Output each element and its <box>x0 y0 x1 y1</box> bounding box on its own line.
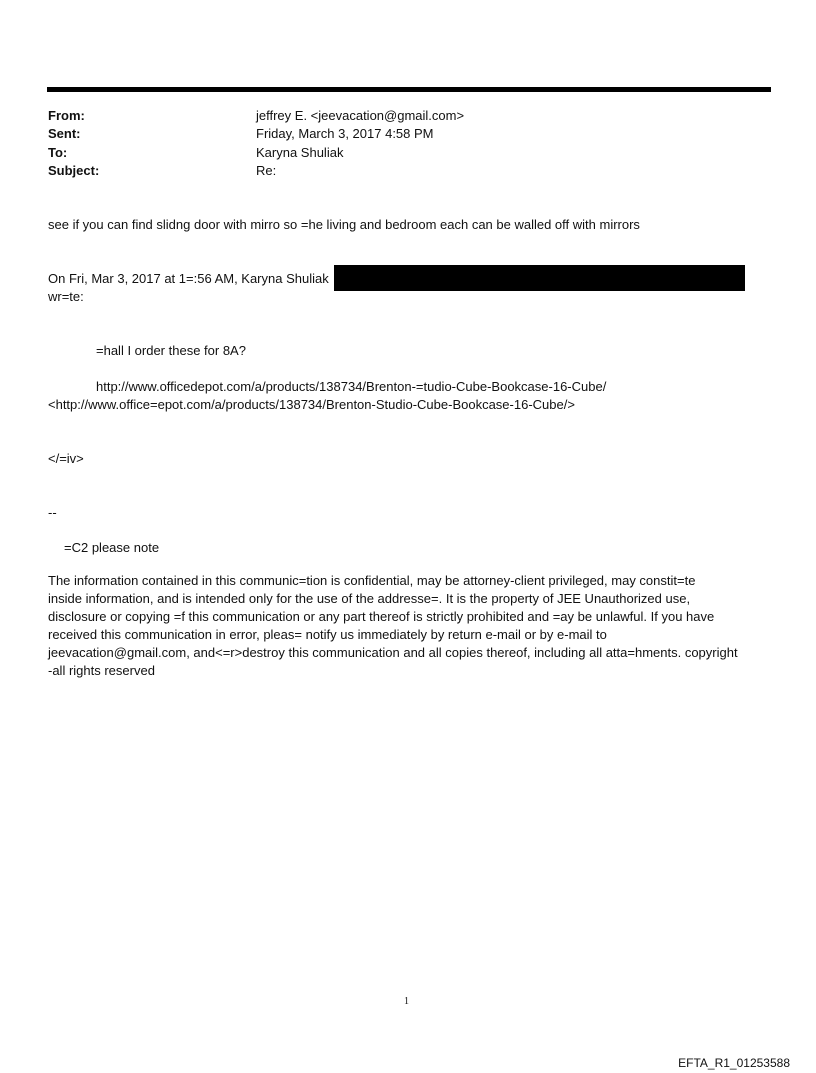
quote-intro: On Fri, Mar 3, 2017 at 1=:56 AM, Karyna Shuliak <box>48 271 329 286</box>
doc-id: EFTA_R1_01253588 <box>678 1056 790 1070</box>
to-label: To: <box>48 145 68 160</box>
from-label: From: <box>48 108 85 123</box>
subject-value: Re: <box>256 163 277 178</box>
message-body: see if you can find slidng door with mirro so =he living and bedroom each can be walled off with mirrors <box>48 217 640 232</box>
sent-value: Friday, March 3, 2017 4:58 PM <box>256 126 434 141</box>
to-value: Karyna Shuliak <box>256 145 344 160</box>
quoted-question: =hall I order these for 8A? <box>96 343 246 358</box>
sent-label: Sent: <box>48 126 81 141</box>
from-value: jeffrey E. <jeevacation@gmail.com> <box>256 108 465 123</box>
header-divider <box>47 87 771 92</box>
separator: -- <box>48 505 57 520</box>
disclaimer: The information contained in this communic=tion is confidential, may be attorney-client privileged, may constit=te inside information, and is intended only for the use of the addresse=. It is the property of JEE Unauthorized use, disclosure or copying =f this communication or any part thereof is strictly prohibited and =ay be unlawful. If you have received this communication in error, pleas= notify us immediately by return e-mail or by e-mail to jeevacation@gmail.com, and<=r>destroy this communication and all copies thereof, including all atta=hments. copyright -all rights reserved <box>48 573 738 678</box>
page-number: 1 <box>404 996 409 1007</box>
quoted-link-alt[interactable]: <http://www.office=epot.com/a/products/138734/Brenton-Studio-Cube-Bookcase-16-Cube/> <box>48 397 575 412</box>
note-line: =C2 please note <box>64 540 160 555</box>
subject-label: Subject: <box>48 163 100 178</box>
quote-intro-cont: wr=te: <box>48 289 84 304</box>
redaction-block <box>334 265 745 291</box>
quoted-link[interactable]: http://www.officedepot.com/a/products/138734/Brenton-=tudio-Cube-Bookcase-16-Cube/ <box>96 379 607 394</box>
div-tag: </=iv> <box>48 451 84 466</box>
